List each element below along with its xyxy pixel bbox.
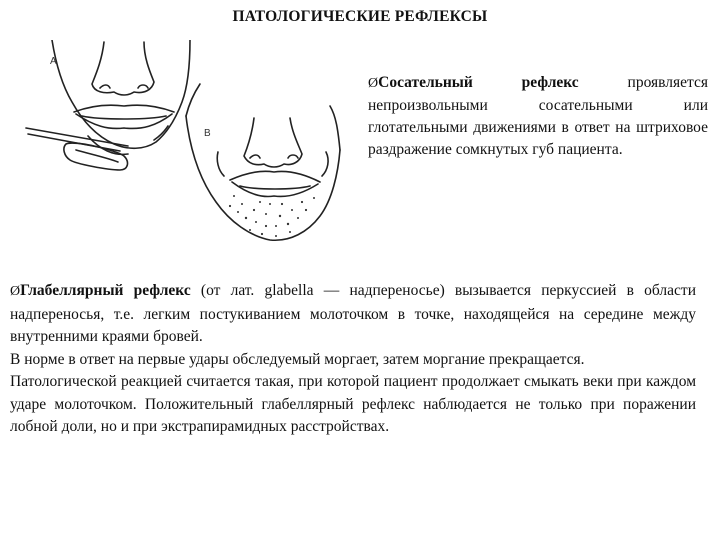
sucking-reflex-term: Сосательный рефлекс [378,74,579,91]
glabellar-paragraph-2: В норме в ответ на первые удары обследуемый моргает, затем моргание прекращается. [10,350,585,368]
sucking-reflex-text [368,72,708,161]
glabellar-reflex-term: Глабеллярный рефлекс [20,282,191,299]
reflex-illustration [4,40,354,252]
stubble-dots [229,195,315,237]
page-title: ПАТОЛОГИЧЕСКИЕ РЕФЛЕКСЫ [232,8,488,25]
glabellar-reflex-description: (от лат. glabella — надпереносье) вызывается перкуссией в области надпереносья, т.е. легким постукиванием молоточком в точке, находящейся на середине между внутренними краями бровей. [10,282,696,345]
glabellar-reflex-text [10,280,696,439]
bullet-arrow-icon: Ø [368,76,379,91]
bullet-arrow-icon: Ø [10,284,21,299]
glabellar-paragraph-3: Патологической реакцией считается такая, при которой пациент продолжает смыкать веки при каждом ударе молоточком. Положительный глабеллярный рефлекс наблюдается не только при поражении лобной доли, но и при экстрапирамидных расстройствах. [10,373,696,435]
face-drawings [4,40,354,252]
sucking-reflex-description: проявляется непроизвольными сосательными или глотательными движениями в ответ на штриховое раздражение сомкнутых губ пациента. [368,74,708,158]
glabellar-paragraph-1 [10,280,696,349]
figure-label-b: B [204,128,211,139]
figure-label-a: A [50,56,57,67]
